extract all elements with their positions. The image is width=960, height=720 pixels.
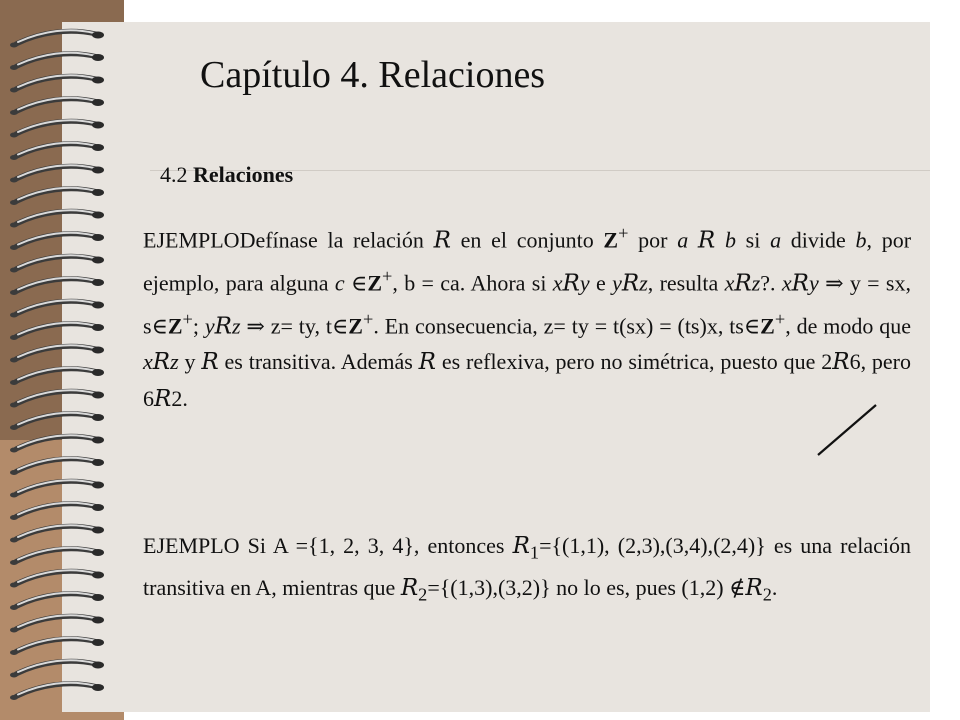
spiral-ring-icon — [10, 233, 104, 250]
text: 6, pero 6 — [143, 349, 912, 411]
relation-symbol: R — [433, 227, 451, 254]
spiral-ring-icon — [10, 323, 104, 340]
text: ⇒ y = sx, s — [143, 270, 911, 338]
spiral-ring-icon — [10, 75, 104, 92]
integers-symbol: Z — [603, 227, 619, 253]
text: ={(1,3),(3,2)} no lo es, pues (1,2) — [427, 575, 730, 601]
element-of-symbol: ∈ — [331, 312, 349, 338]
plus-superscript: + — [182, 308, 193, 329]
plus-superscript: + — [774, 308, 786, 329]
spiral-ring-icon — [10, 683, 104, 700]
spiral-ring-icon — [10, 593, 104, 610]
text: , de modo que — [785, 312, 911, 338]
relation-symbol: R — [562, 270, 580, 297]
integers-symbol: Z — [760, 312, 775, 338]
spiral-ring-icon — [10, 98, 104, 115]
text: 2. — [171, 385, 188, 411]
relation-symbol: R — [201, 349, 219, 376]
subscript: 1 — [529, 542, 540, 563]
subscript: 2 — [418, 584, 428, 605]
integers-symbol: Z — [367, 270, 382, 296]
spiral-ring-icon — [10, 255, 104, 272]
spiral-ring-icon — [10, 120, 104, 137]
element-of-symbol: ∈ — [351, 270, 368, 296]
text: ?. — [760, 270, 782, 296]
text: , b = ca. Ahora si — [392, 270, 553, 296]
text: , resulta — [647, 270, 725, 296]
spiral-ring-icon — [10, 435, 104, 452]
relation-symbol: R — [832, 349, 850, 376]
text: divide — [781, 227, 856, 253]
spiral-ring-icon — [10, 660, 104, 677]
spiral-ring-icon — [10, 165, 104, 182]
text: . — [771, 575, 778, 601]
relation-symbol: R — [154, 385, 172, 412]
text: ; — [192, 312, 205, 338]
text: . En consecuencia, z= ty = t(sx) = (ts)x, ts — [373, 312, 744, 338]
spiral-ring-icon — [10, 210, 104, 227]
example-2-label: EJEMPLO — [143, 533, 240, 558]
example-1-paragraph: EJEMPLODefínase la relación R en el conjunto Z+ por a R b si a divide b, por ejemplo, para alguna c ∈Z+, b = ca. Ahora si xRy e yRz, resulta xRz?. xRy ⇒ y = sx, s∈Z+; yRz ⇒ z= ty, t∈Z+. En consecuencia, z= ty = t(sx) = (ts)x, ts∈Z+, de modo que xRz y R es transitiva. Además R es reflexiva, pero no simétrica, puesto que 2R6, pero 6R2. — [143, 223, 912, 412]
integers-symbol: Z — [348, 312, 363, 338]
plus-superscript: + — [618, 223, 629, 243]
relation-symbol: R — [400, 575, 419, 602]
text: en el conjunto — [450, 227, 604, 253]
spiral-ring-icon — [10, 615, 104, 632]
text: por — [628, 227, 678, 253]
spiral-ring-icon — [10, 390, 104, 407]
text: , por ejemplo, para alguna — [143, 227, 912, 296]
relation-symbol: R — [697, 227, 716, 254]
relation-symbol: R — [745, 575, 763, 602]
relation-symbol: R — [512, 533, 530, 559]
spiral-ring-icon — [10, 53, 104, 70]
text: y — [178, 349, 202, 375]
spiral-ring-icon — [10, 368, 104, 385]
spiral-ring-icon — [10, 143, 104, 160]
text: ={(1,1), (2,3),(3,4),(2,4)} es una relación transitiva en A, mientras que — [143, 533, 911, 601]
text: es reflexiva, pero no simétrica, puesto que 2 — [436, 349, 833, 375]
plus-superscript: + — [362, 308, 374, 329]
text: si — [735, 227, 771, 253]
text: es transitiva. Además — [218, 349, 419, 375]
spiral-ring-icon — [10, 278, 104, 295]
spiral-binding — [0, 0, 140, 720]
relation-symbol: R — [621, 270, 640, 297]
spiral-ring-icon — [10, 345, 104, 362]
section-heading — [160, 160, 293, 190]
relation-symbol: R — [214, 312, 232, 339]
section-label: Relaciones — [193, 162, 294, 187]
spiral-ring-icon — [10, 30, 104, 47]
text: Defínase la relación — [239, 227, 434, 253]
text: ⇒ z= ty, t — [240, 312, 332, 338]
section-number: 4.2 — [160, 162, 188, 187]
relation-symbol: R — [418, 349, 436, 376]
relation-symbol: R — [152, 349, 171, 376]
text: Si A ={1, 2, 3, 4}, entonces — [239, 533, 513, 558]
text: e — [589, 270, 613, 296]
element-of-symbol: ∈ — [743, 312, 761, 338]
example-2-paragraph — [143, 528, 911, 613]
spiral-ring-icon — [10, 548, 104, 565]
spiral-ring-icon — [10, 413, 104, 430]
plus-superscript: + — [382, 265, 393, 286]
spiral-ring-icon — [10, 188, 104, 205]
not-element-of-symbol: ∉ — [729, 575, 746, 601]
subscript: 2 — [762, 584, 772, 605]
page-title: Capítulo 4. Relaciones — [200, 54, 546, 96]
spiral-ring-icon — [10, 458, 104, 475]
element-of-symbol: ∈ — [151, 312, 168, 338]
spiral-ring-icon — [10, 638, 104, 655]
spiral-ring-icon — [10, 480, 104, 497]
example-1-label: EJEMPLO — [143, 227, 240, 253]
integers-symbol: Z — [167, 312, 183, 338]
spiral-ring-icon — [10, 300, 104, 317]
relation-symbol: R — [734, 270, 752, 297]
spiral-ring-icon — [10, 503, 104, 520]
spiral-ring-icon — [10, 525, 104, 542]
spiral-ring-icon — [10, 570, 104, 587]
relation-symbol: R — [791, 270, 809, 297]
